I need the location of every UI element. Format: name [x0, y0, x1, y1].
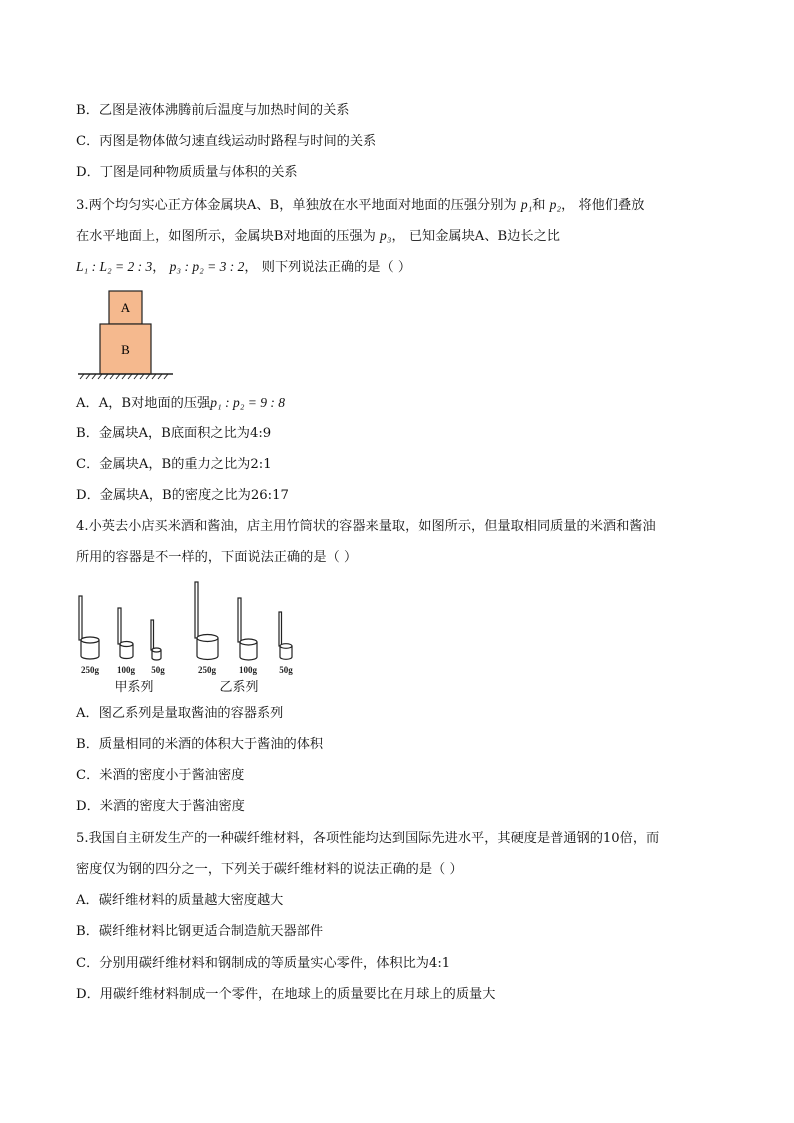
- container-yi-250g: [195, 582, 218, 660]
- container-yi-50g: [279, 612, 292, 659]
- q4-option-a: A．图乙系列是量取酱油的容器系列: [76, 706, 284, 721]
- q3-stem-text2-tail: ， 已知金属块A、B边长之比: [391, 229, 560, 244]
- q4-option-b: B．质量相同的米酒的体积大于酱油的体积: [76, 737, 324, 752]
- label-yi-50g: 50g: [279, 665, 293, 675]
- q3-ratio-p: p₃ : p₂ = 3 : 2: [169, 259, 245, 274]
- q3-option-d: D．金属块A，B的密度之比为26:17: [76, 488, 289, 503]
- q5-option-a: A．碳纤维材料的质量越大密度越大: [76, 893, 284, 908]
- q4-option-d: D．米酒的密度大于酱油密度: [76, 799, 245, 814]
- group-label-jia: 甲系列: [114, 679, 154, 694]
- q2-option-c: C．丙图是物体做匀速直线运动时路程与时间的关系: [76, 134, 377, 149]
- q4-stem-line1: 4.小英去小店买米酒和酱油，店主用竹筒状的容器来量取，如图所示，但量取相同质量的米酒和酱油: [76, 519, 656, 534]
- q3-and: 和: [532, 198, 546, 213]
- container-yi-100g: [238, 598, 257, 660]
- q5-option-d: D．用碳纤维材料制成一个零件，在地球上的质量要比在月球上的质量大: [76, 987, 496, 1002]
- q3-option-a-text: A．A，B对地面的压强: [76, 396, 211, 411]
- group-label-yi: 乙系列: [219, 679, 259, 694]
- container-jia-50g: [151, 620, 161, 660]
- q2-option-b: B．乙图是液体沸腾前后温度与加热时间的关系: [76, 103, 350, 118]
- q4-containers-figure: [76, 578, 306, 696]
- label-jia-100g: 100g: [117, 665, 135, 675]
- block-b-label: B: [121, 342, 130, 357]
- q3-option-b: B．金属块A，B底面积之比为4:9: [76, 426, 272, 441]
- q5-option-b: B．碳纤维材料比钢更适合制造航天器部件: [76, 924, 324, 939]
- label-jia-50g: 50g: [151, 665, 165, 675]
- q3-option-c: C．金属块A，B的重力之比为2:1: [76, 457, 272, 472]
- label-yi-100g: 100g: [239, 665, 257, 675]
- label-jia-250g: 250g: [81, 665, 99, 675]
- q3-option-a-math: p₁ : p₂ = 9 : 8: [210, 395, 285, 410]
- q3-stem-text3-tail: ， 则下列说法正确的是（ ）: [244, 260, 412, 275]
- q3-p2: p₂: [549, 197, 562, 212]
- q5-stem-line1: 5.我国自主研发生产的一种碳纤维材料，各项性能均达到国际先进水平，其硬度是普通钢的10倍，而: [76, 831, 660, 846]
- q3-sep: ，: [152, 260, 166, 275]
- q3-stem-line2: [76, 227, 560, 246]
- q3-option-a: [76, 394, 285, 413]
- q3-stacked-blocks-figure: [78, 289, 178, 381]
- q3-stem-line1: [76, 196, 644, 215]
- q5-option-c: C．分别用碳纤维材料和钢制成的等质量实心零件，体积比为4:1: [76, 956, 451, 971]
- q4-stem-line2: 所用的容器是不一样的，下面说法正确的是（ ）: [76, 550, 358, 565]
- q2-option-d: D．丁图是同种物质质量与体积的关系: [76, 165, 298, 180]
- block-a-label: A: [120, 300, 131, 315]
- q3-stem-text: 3.两个均匀实心正方体金属块A、B，单独放在水平地面对地面的压强分别为: [76, 198, 517, 213]
- q3-p3: p₃: [380, 228, 392, 243]
- q5-stem-line2: 密度仅为钢的四分之一，下列关于碳纤维材料的说法正确的是（ ）: [76, 862, 463, 877]
- q3-ratio-l: L₁ : L₂ = 2 : 3: [76, 259, 153, 274]
- q4-option-c: C．米酒的密度小于酱油密度: [76, 768, 245, 783]
- label-yi-250g: 250g: [198, 665, 216, 675]
- q3-stem-text-tail: ， 将他们叠放: [561, 198, 645, 213]
- q3-stem-line3: [76, 258, 411, 277]
- container-jia-100g: [118, 608, 133, 659]
- q3-p1: p₁: [520, 197, 533, 212]
- container-jia-250g: [79, 596, 99, 659]
- q3-stem-text2: 在水平地面上，如图所示，金属块B对地面的压强为: [76, 229, 376, 244]
